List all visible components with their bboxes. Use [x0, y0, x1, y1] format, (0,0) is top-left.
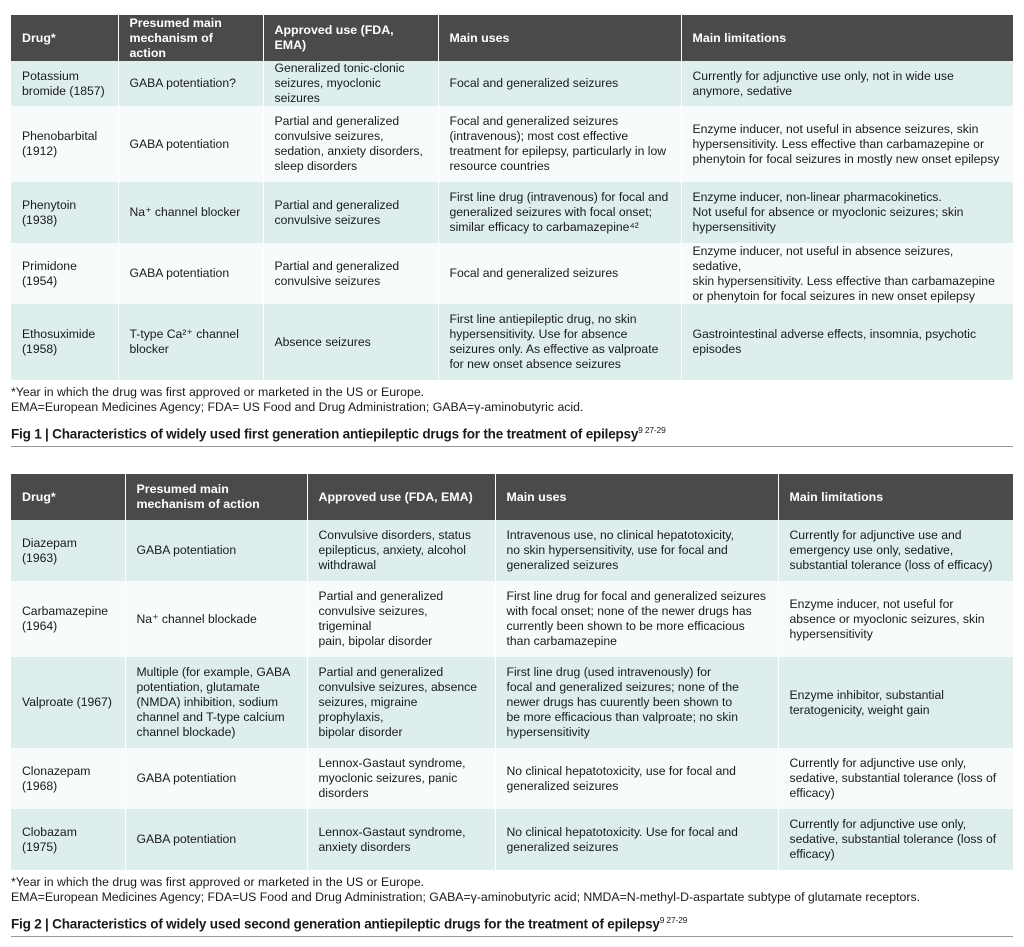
cell-main-limitations: Currently for adjunctive use and emergency use only, sedative, substantial tolerance (loss of efficacy) — [778, 520, 1013, 581]
cell-main-limitations: Currently for adjunctive use only, not in wide use anymore, sedative — [681, 61, 1013, 106]
cell-main-limitations: Enzyme inducer, not useful for absence or myoclonic seizures, skin hypersensitivity — [778, 581, 1013, 657]
column-header-mechanism: Presumed main mechanism of action — [125, 474, 307, 520]
table-row — [11, 520, 1013, 581]
cell-main-limitations: Currently for adjunctive use only, sedative, substantial tolerance (loss of efficacy) — [778, 748, 1013, 809]
figure-caption — [11, 915, 1013, 937]
cell-mechanism: GABA potentiation — [125, 748, 307, 809]
footnote-abbreviations: EMA=European Medicines Agency; FDA=US Food and Drug Administration; GABA=γ-aminobutyric acid; NMDA=N-methyl-D-aspartate subtype of glutamate receptors. — [11, 890, 921, 904]
cell-main-limitations: Enzyme inducer, non-linear pharmacokinetics. Not useful for absence or myoclonic seizures; skin hypersensitivity — [681, 182, 1013, 243]
cell-approved-use: Partial and generalized convulsive seizures — [263, 182, 438, 243]
table-row — [11, 106, 1013, 182]
cell-drug: Valproate (1967) — [11, 657, 125, 748]
cell-drug: Diazepam (1963) — [11, 520, 125, 581]
column-header-mechanism: Presumed main mechanism of action — [118, 15, 263, 61]
cell-main-limitations: Enzyme inducer, not useful in absence seizures, skin hypersensitivity. Less effective than carbamazepine or phenytoin for focal seizures in mostly new onset epilepsy — [681, 106, 1013, 182]
cell-approved-use: Generalized tonic-clonic seizures, myoclonic seizures — [263, 61, 438, 106]
cell-main-uses: First line antiepileptic drug, no skin hypersensitivity. Use for absence seizures only. As effective as valproate for new onset absence seizures — [438, 304, 681, 380]
cell-main-limitations: Gastrointestinal adverse effects, insomnia, psychotic episodes — [681, 304, 1013, 380]
table-row — [11, 61, 1013, 106]
cell-drug: Potassium bromide (1857) — [11, 61, 118, 106]
cell-main-uses: Focal and generalized seizures (intravenous); most cost effective treatment for epilepsy, particularly in low resource countries — [438, 106, 681, 182]
cell-drug: Carbamazepine (1964) — [11, 581, 125, 657]
cell-main-uses: No clinical hepatotoxicity. Use for focal and generalized seizures — [495, 809, 778, 870]
caption-text: Fig 1 | Characteristics of widely used first generation antiepileptic drugs for the treatment of epilepsy — [11, 426, 639, 442]
cell-approved-use: Convulsive disorders, status epilepticus, anxiety, alcohol withdrawal — [307, 520, 495, 581]
cell-mechanism: GABA potentiation? — [118, 61, 263, 106]
cell-mechanism: Na⁺ channel blockade — [125, 581, 307, 657]
footnote-year: *Year in which the drug was first approved or marketed in the US or Europe. — [11, 385, 425, 399]
table-row — [11, 182, 1013, 243]
cell-drug: Primidone (1954) — [11, 243, 118, 304]
cell-drug: Phenobarbital (1912) — [11, 106, 118, 182]
figure-caption — [11, 425, 1013, 447]
cell-drug: Phenytoin (1938) — [11, 182, 118, 243]
cell-main-limitations: Currently for adjunctive use only, sedative, substantial tolerance (loss of efficacy) — [778, 809, 1013, 870]
cell-approved-use: Partial and generalized convulsive seizures, absence seizures, migraine prophylaxis, bipolar disorder — [307, 657, 495, 748]
table-body — [11, 61, 1013, 380]
cell-approved-use: Absence seizures — [263, 304, 438, 380]
cell-main-uses: Focal and generalized seizures — [438, 243, 681, 304]
cell-mechanism: GABA potentiation — [118, 106, 263, 182]
footnote — [11, 385, 1013, 415]
cell-mechanism: Multiple (for example, GABA potentiation, glutamate (NMDA) inhibition, sodium channel and T-type calcium channel blockade) — [125, 657, 307, 748]
column-header-drug: Drug* — [11, 474, 125, 520]
cell-approved-use: Partial and generalized convulsive seizures — [263, 243, 438, 304]
table-header-row — [11, 15, 1013, 61]
cell-main-uses: Intravenous use, no clinical hepatotoxicity, no skin hypersensitivity, use for focal and generalized seizures — [495, 520, 778, 581]
figure-1 — [11, 15, 1013, 447]
footnote-abbreviations: EMA=European Medicines Agency; FDA= US Food and Drug Administration; GABA=γ-aminobutyric acid. — [11, 400, 584, 414]
column-header-main-limitations: Main limitations — [681, 15, 1013, 61]
column-header-main-uses: Main uses — [495, 474, 778, 520]
column-header-main-uses: Main uses — [438, 15, 681, 61]
cell-approved-use: Partial and generalized convulsive seizures, sedation, anxiety disorders, sleep disorders — [263, 106, 438, 182]
table-row — [11, 581, 1013, 657]
table-row — [11, 809, 1013, 870]
column-header-approved-use: Approved use (FDA, EMA) — [307, 474, 495, 520]
caption-references: 9 27-29 — [638, 425, 666, 435]
column-header-drug: Drug* — [11, 15, 118, 61]
cell-main-uses: First line drug (intravenous) for focal and generalized seizures with focal onset; similar efficacy to carbamazepine⁴² — [438, 182, 681, 243]
column-header-approved-use: Approved use (FDA, EMA) — [263, 15, 438, 61]
column-header-main-limitations: Main limitations — [778, 474, 1013, 520]
cell-main-uses: First line drug (used intravenously) for focal and generalized seizures; none of the newer drugs has cuurently been shown to be more efficacious than valproate; no skin hypersensitivity — [495, 657, 778, 748]
cell-approved-use: Lennox-Gastaut syndrome, anxiety disorders — [307, 809, 495, 870]
table-header-row — [11, 474, 1013, 520]
cell-drug: Clobazam (1975) — [11, 809, 125, 870]
cell-drug: Ethosuximide (1958) — [11, 304, 118, 380]
cell-main-uses: No clinical hepatotoxicity, use for focal and generalized seizures — [495, 748, 778, 809]
cell-approved-use: Partial and generalized convulsive seizures, trigeminal pain, bipolar disorder — [307, 581, 495, 657]
cell-main-uses: First line drug for focal and generalized seizures with focal onset; none of the newer drugs has currently been shown to be more efficacious than carbamazepine — [495, 581, 778, 657]
footnote — [11, 875, 1013, 905]
table-row — [11, 243, 1013, 304]
table-row — [11, 748, 1013, 809]
figure-2 — [11, 474, 1013, 937]
cell-main-uses: Focal and generalized seizures — [438, 61, 681, 106]
cell-mechanism: T-type Ca²⁺ channel blocker — [118, 304, 263, 380]
caption-text: Fig 2 | Characteristics of widely used second generation antiepileptic drugs for the treatment of epilepsy — [11, 916, 660, 932]
cell-mechanism: GABA potentiation — [118, 243, 263, 304]
cell-approved-use: Lennox-Gastaut syndrome, myoclonic seizures, panic disorders — [307, 748, 495, 809]
table-row — [11, 304, 1013, 380]
cell-mechanism: GABA potentiation — [125, 520, 307, 581]
cell-drug: Clonazepam (1968) — [11, 748, 125, 809]
table-row — [11, 657, 1013, 748]
table-body — [11, 520, 1013, 870]
caption-references: 9 27-29 — [659, 915, 688, 925]
first-generation-drugs-table — [11, 15, 1013, 380]
cell-main-limitations: Enzyme inducer, not useful in absence seizures, sedative, skin hypersensitivity. Less effective than carbamazepine or phenytoin for focal seizures in new onset epilepsy — [681, 243, 1013, 304]
cell-mechanism: Na⁺ channel blocker — [118, 182, 263, 243]
cell-main-limitations: Enzyme inhibitor, substantial teratogenicity, weight gain — [778, 657, 1013, 748]
cell-mechanism: GABA potentiation — [125, 809, 307, 870]
footnote-year: *Year in which the drug was first approved or marketed in the US or Europe. — [11, 875, 425, 889]
second-generation-drugs-table — [11, 474, 1013, 870]
